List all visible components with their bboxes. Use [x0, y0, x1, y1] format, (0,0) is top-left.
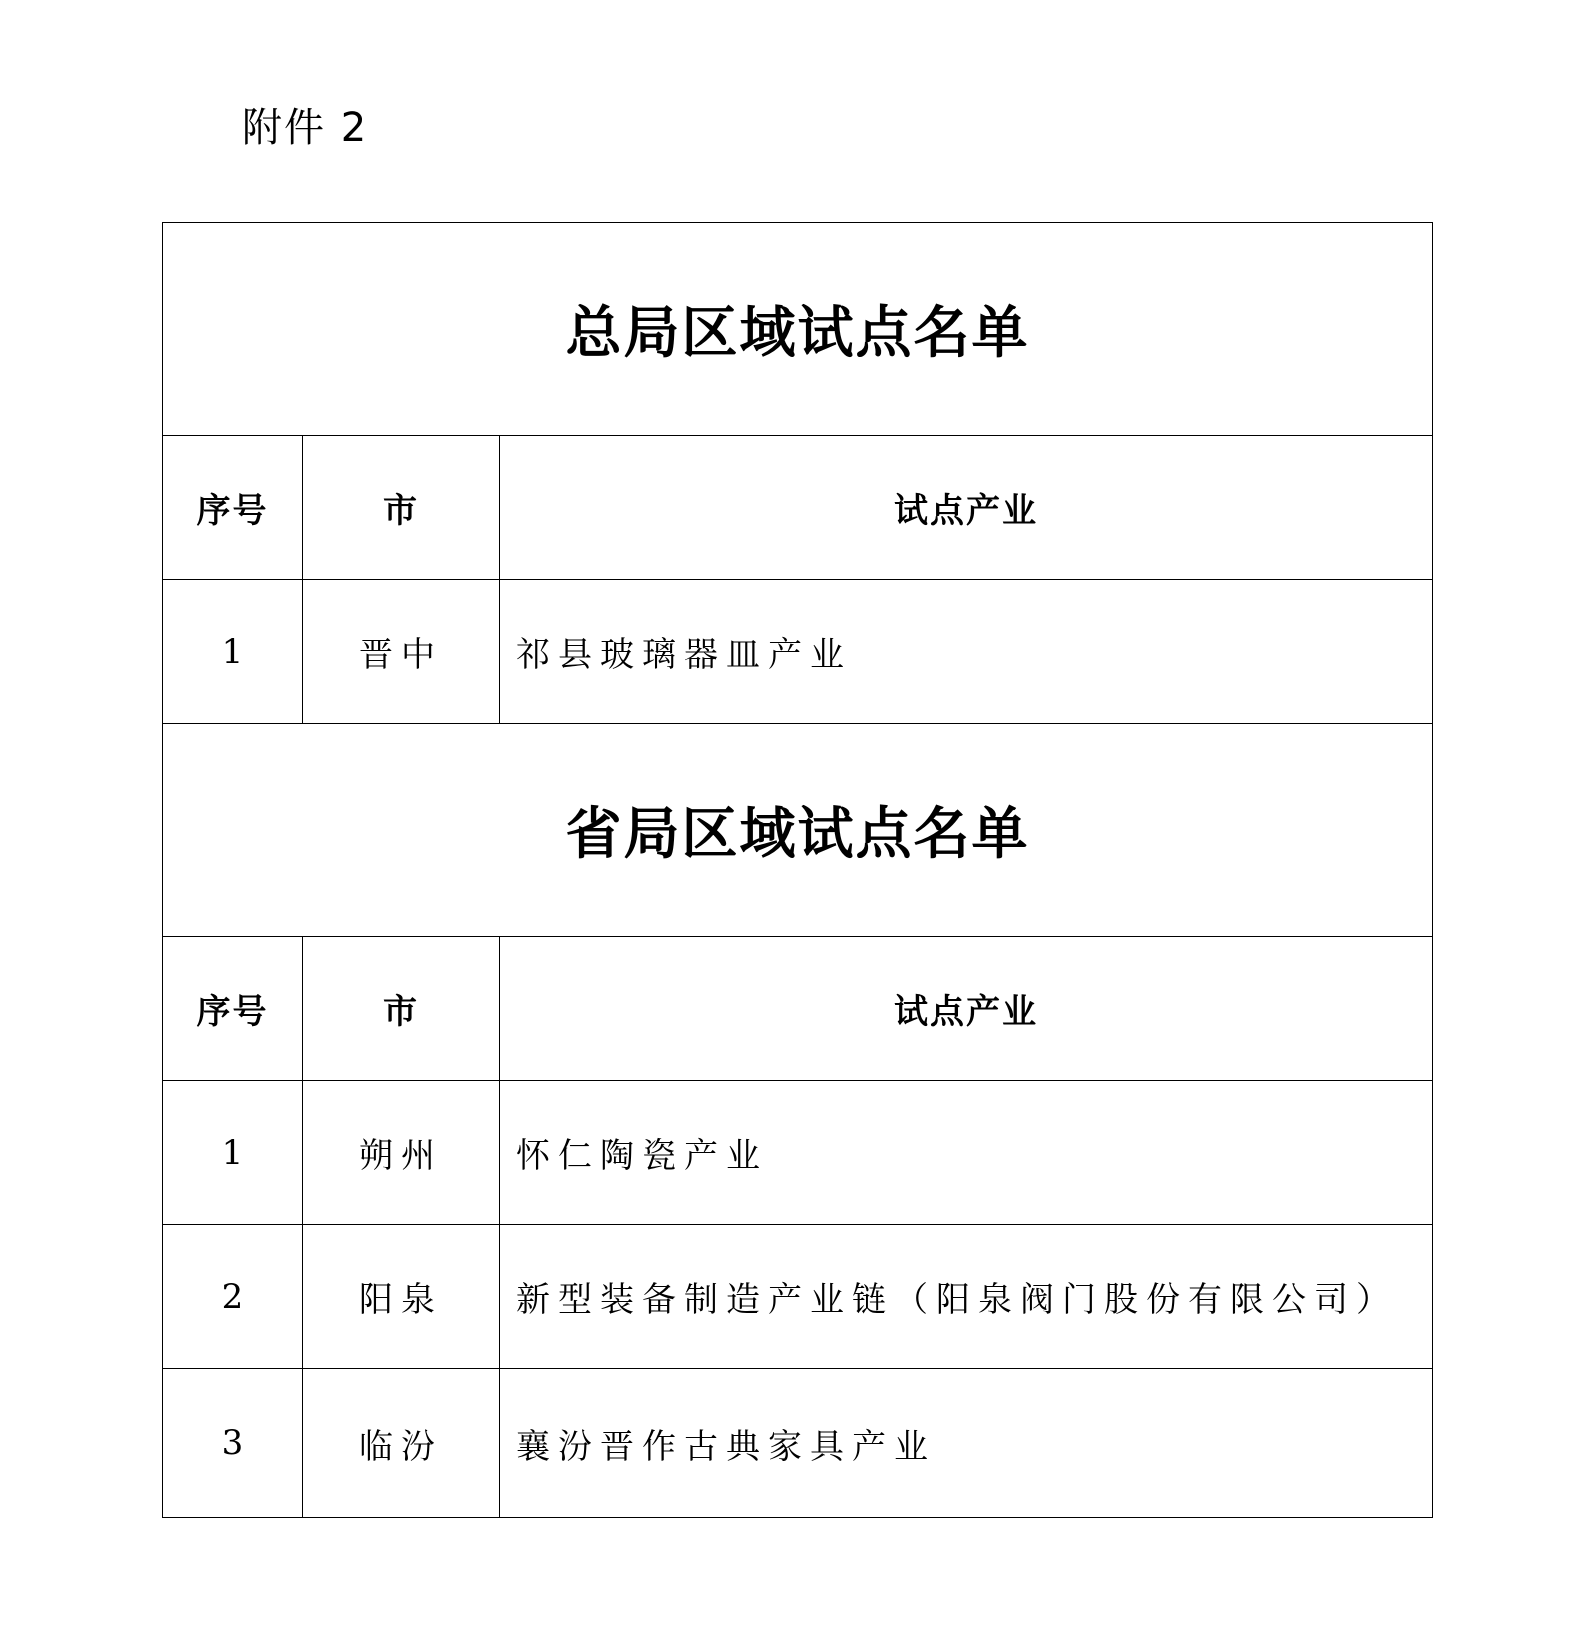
- header-industry: 试点产业: [500, 436, 1433, 580]
- cell-city: 朔州: [303, 1081, 500, 1225]
- cell-city: 阳泉: [303, 1225, 500, 1369]
- cell-industry: 襄汾晋作古典家具产业: [500, 1369, 1433, 1518]
- cell-no: 3: [163, 1369, 303, 1518]
- table-header-row: [163, 937, 1433, 1081]
- cell-industry: 怀仁陶瓷产业: [500, 1081, 1433, 1225]
- cell-industry: 祁县玻璃器皿产业: [500, 580, 1433, 724]
- section-title: 省局区域试点名单: [163, 724, 1433, 937]
- header-industry: 试点产业: [500, 937, 1433, 1081]
- section-title: 总局区域试点名单: [163, 223, 1433, 436]
- cell-city: 晋中: [303, 580, 500, 724]
- cell-no: 1: [163, 1081, 303, 1225]
- section-title-row: [163, 724, 1433, 937]
- table-row: [163, 1369, 1433, 1518]
- attachment-label: 附件 2: [242, 105, 369, 151]
- table-row: [163, 1225, 1433, 1369]
- header-no: 序号: [163, 436, 303, 580]
- header-city: 市: [303, 436, 500, 580]
- table-row: [163, 580, 1433, 724]
- cell-no: 2: [163, 1225, 303, 1369]
- pilot-list-table: [162, 222, 1433, 1518]
- cell-no: 1: [163, 580, 303, 724]
- table-header-row: [163, 436, 1433, 580]
- table-row: [163, 1081, 1433, 1225]
- cell-industry: 新型装备制造产业链（阳泉阀门股份有限公司）: [500, 1225, 1433, 1369]
- cell-city: 临汾: [303, 1369, 500, 1518]
- header-no: 序号: [163, 937, 303, 1081]
- header-city: 市: [303, 937, 500, 1081]
- section-title-row: [163, 223, 1433, 436]
